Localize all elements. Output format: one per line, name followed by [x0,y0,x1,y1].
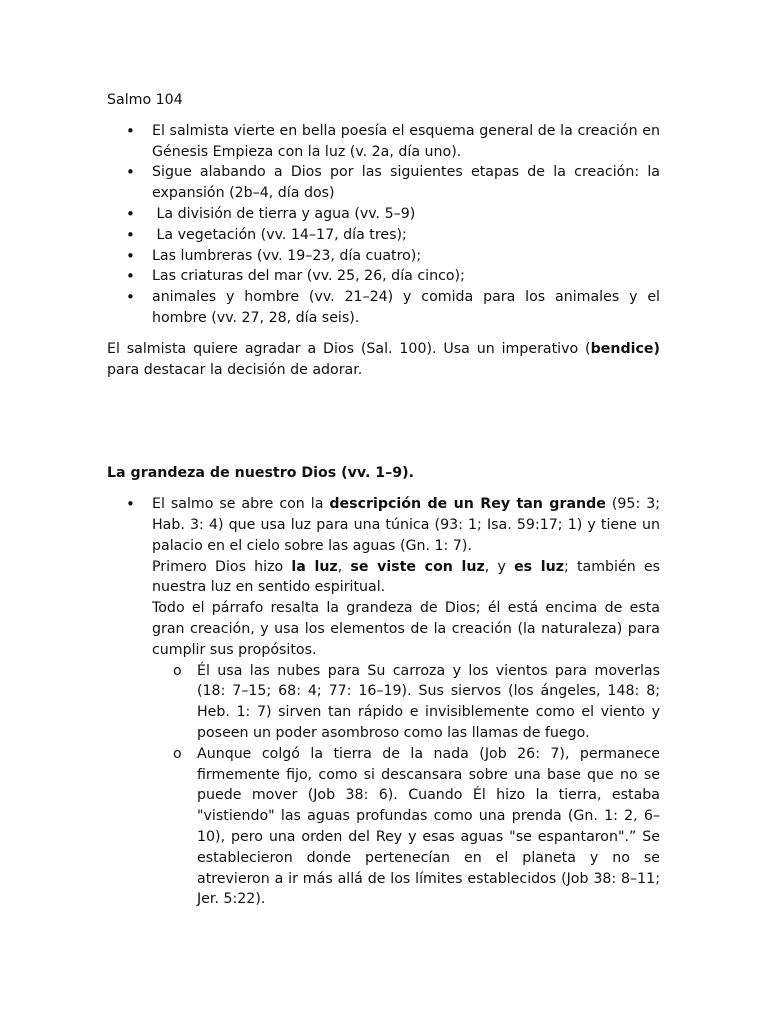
bullet-icon: • [126,121,135,140]
list-item-text: Sigue alabando a Dios por las siguientes etapas de la creación: la expansión (2b–4, día dos) [152,164,660,202]
list-item [107,204,660,225]
bold-text-run: es luz [514,558,564,575]
paragraph-bold-text: bendice) [590,340,660,357]
text-run: , [337,558,351,575]
list-item [107,266,660,287]
list-item-text: Él usa las nubes para Su carroza y los vientos para moverlas (18: 7–15; 68: 4; 77: 16–19). Sus siervos (los ángeles, 148: 8; Heb. 1: 7) sirven tan rápido e invisiblemente como el viento y poseen un poder asombroso como las llamas de fuego. [197,662,660,741]
bullet-icon: • [126,163,135,182]
section-bullet-para-2 [152,557,660,599]
sub-bullet-list [152,661,660,911]
list-item-text: La división de tierra y agua (vv. 5–9) [152,205,416,222]
text-run: ; también es nuestra luz en sentido espiritual. [152,558,660,596]
paragraph-text: El salmista quiere agradar a Dios (Sal. 100). Usa un imperativo ( [107,340,591,357]
list-item-text: Aunque colgó la tierra de la nada (Job 26: 7), permanece firmemente fijo, como si descansara sobre una base que no se puede mover (Job 38: 6). Cuando Él hizo la tierra, estaba "vistiendo" las aguas profundas como una prenda (Gn. 1: 2, 6–10), pero una orden del Rey y esas aguas "se espantaron".” Se establecieron donde pertenecían en el planeta y no se atrevieron a ir más allá de los límites establecidos (Job 38: 8–11; Jer. 5:22). [197,745,660,908]
list-item-text: La vegetación (vv. 14–17, día tres); [152,226,407,243]
paragraph-text: para destacar la decisión de adorar. [107,361,363,378]
bullet-icon: • [126,288,135,307]
bold-text-run: la luz [291,558,338,575]
bullet-icon: • [126,495,135,514]
text-run: El salmo se abre con la [152,496,330,513]
intro-paragraph [107,339,660,381]
bold-text-run: se viste con luz [350,558,485,575]
section-bullet-para-1 [152,494,660,556]
list-item [107,225,660,246]
sub-bullet-icon: o [173,662,182,679]
spacer [107,484,660,494]
list-item [107,246,660,267]
list-item [107,494,660,660]
list-item [152,661,660,744]
sub-bullet-icon: o [173,745,182,762]
bullet-icon: • [126,267,135,286]
list-item-text: Las criaturas del mar (vv. 25, 26, día cinco); [152,268,465,285]
intro-bullet-list [107,121,660,329]
text-run: (95: 3; Hab. 3: 4) que usa luz para una túnica (93: 1; Isa. 59:17; 1) y tiene un palacio en el cielo sobre las aguas (Gn. 1: 7). [152,496,660,554]
list-item-text: Las lumbreras (vv. 19–23, día cuatro); [152,247,422,264]
list-item [107,287,660,329]
bold-text-run: descripción de un Rey tan grande [329,496,606,513]
text-run: Primero Dios hizo [152,558,292,575]
spacer [107,380,660,463]
document-page [107,90,660,910]
document-title: Salmo 104 [107,92,183,108]
section-bullet-list [107,494,660,660]
list-item-text: animales y hombre (vv. 21–24) y comida para los animales y el hombre (vv. 27, 28, día seis). [152,289,660,326]
section-bullet-para-3: Todo el párrafo resalta la grandeza de Dios; él está encima de esta gran creación, y usa los elementos de la creación (la naturaleza) para cumplir sus propósitos. [152,600,660,658]
list-item [152,744,660,910]
bullet-icon: • [126,246,135,265]
list-item-text: El salmista vierte en bella poesía el esquema general de la creación en Génesis Empieza con la luz (v. 2a, día uno). [152,122,660,160]
list-item [107,162,660,204]
text-run: , y [484,558,515,575]
section-heading: La grandeza de nuestro Dios (vv. 1–9). [107,465,415,482]
bullet-icon: • [126,204,135,223]
bullet-icon: • [126,225,135,244]
list-item [107,121,660,163]
